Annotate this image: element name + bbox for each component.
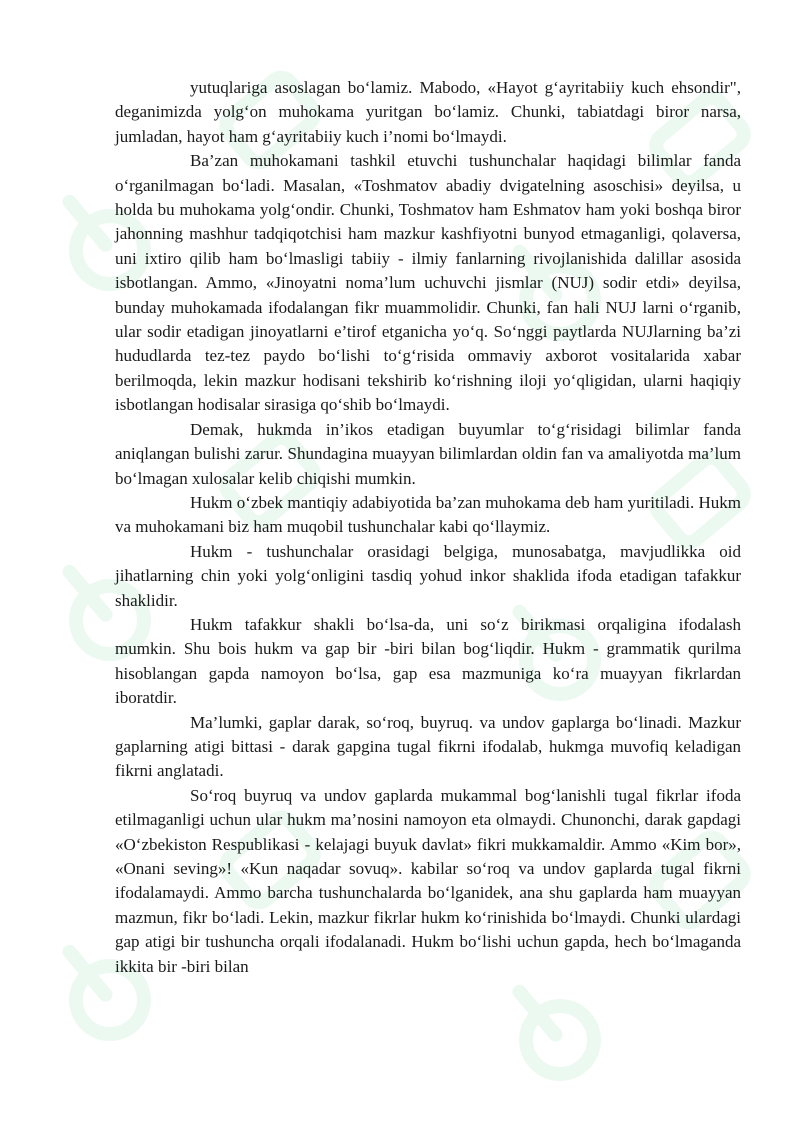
paragraph-4: Hukm o‘zbek mantiqiy adabiyotida ba’zan muhokama deb ham yuritiladi. Hukm va muhokamani biz ham muqobil tushunchalar kabi qo‘llaymiz. — [115, 492, 741, 537]
paragraph-2: Ba’zan muhokamani tashkil etuvchi tushunchalar haqidagi bilimlar fanda o‘rganilmagan bo‘ladi. Masalan, «Toshmatov abadiy dvigatelning asoschisi» deyilsa, u holda bu muhokama yolg‘ondir. Chunki, Toshmatov ham Eshmatov ham yoki boshqa biror jahonning mashhur tadqiqotchisi ham mazkur kashfiyotni bunyod etmaganligi, qolaversa, uni ixtiro qilib ham bo‘lmasligi tabiiy - ilmiy fanlarning rivojlanishida dalillar asosida isbotlangan. Ammo, «Jinoyatni noma’lum uchuvchi jismlar (NUJ) sodir etdi» deyilsa, bunday muhokamada ifodalangan fikr muammolidir. Chunki, fan hali NUJ larni o‘rganib, ular sodir etadigan jinoyatlarni e’tirof etganicha yo‘q. So‘nggi paytlarda NUJlarning ba’zi hududlarda tez-tez paydo bo‘lishi to‘g‘risida ommaviy axborot vositalarida xabar berilmoqda, lekin mazkur hodisani tekshirib ko‘rishning iloji yo‘qligidan, ularni haqiqiy isbotlangan hodisalar sirasiga qo‘shib bo‘lmaydi. — [115, 151, 741, 415]
paragraph-3: Demak, hukmda in’ikos etadigan buyumlar to‘g‘risidagi bilimlar fanda aniqlangan bulishi zarur. Shundagina muayyan bilimlardan oldin fan va amaliyotda ma’lum bo‘lmagan xulosalar kelib chiqishi mumkin. — [115, 419, 741, 488]
paragraph-6: Hukm tafakkur shakli bo‘lsa-da, uni so‘z birikmasi orqaligina ifodalash mumkin. Shu bois hukm va gap bir -biri bilan bog‘liqdir. Hukm - grammatik qurilma hisoblangan gapda namoyon bo‘lsa, gap esa mazmuniga ko‘ra muayyan fikrlardan iboratdir. — [115, 614, 741, 708]
document-page — [115, 76, 741, 979]
paragraph-5: Hukm - tushunchalar orasidagi belgiga, munosabatga, mavjudlikka oid jihatlarning chin yoki yolg‘onligini tasdiq yohud inkor shaklida ifoda etadigan tafakkur shaklidir. — [115, 541, 741, 610]
paragraph-7: Ma’lumki, gaplar darak, so‘roq, buyruq. va undov gaplarga bo‘linadi. Mazkur gaplarning atigi bittasi - darak gapgina tugal fikrni ifodalab, hukmga muvofiq keladigan fikrni anglatadi. — [115, 712, 741, 781]
paragraph-1: yutuqlariga asoslagan bo‘lamiz. Mabodo, «Hayot g‘ayritabiiy kuch ehsondir", deganimizda yolg‘on muhokama yuritgan bo‘lamiz. Chunki, tabiatdagi biror narsa, jumladan, hayot ham g‘ayritabiiy kuch i’nomi bo‘lmaydi. — [115, 78, 741, 146]
paragraph-8: So‘roq buyruq va undov gaplarda mukammal bog‘lanishli tugal fikrlar ifoda etilmaganligi uchun ular hukm ma’nosini namoyon eta olmaydi. Chunonchi, darak gapdagi «O‘zbekiston Respublikasi - kelajagi buyuk davlat» fikri mukkamaldir. Ammo «Kim bor», «Onani seving»! «Kun naqadar sovuq». kabilar so‘roq va undov gaplarda tugal fikrni ifodalamaydi. Ammo barcha tushunchalarda bo‘lganidek, ana shu gaplarda ham muayyan mazmun, fikr bo‘ladi. Lekin, mazkur fikrlar hukm ko‘rinishida bo‘lmaydi. Chunki ulardagi gap atigi bir tushuncha orqali ifodalanadi. Hukm bo‘lishi uchun gapda, hech bo‘lmaganda ikkita bir -biri bilan — [115, 785, 741, 976]
